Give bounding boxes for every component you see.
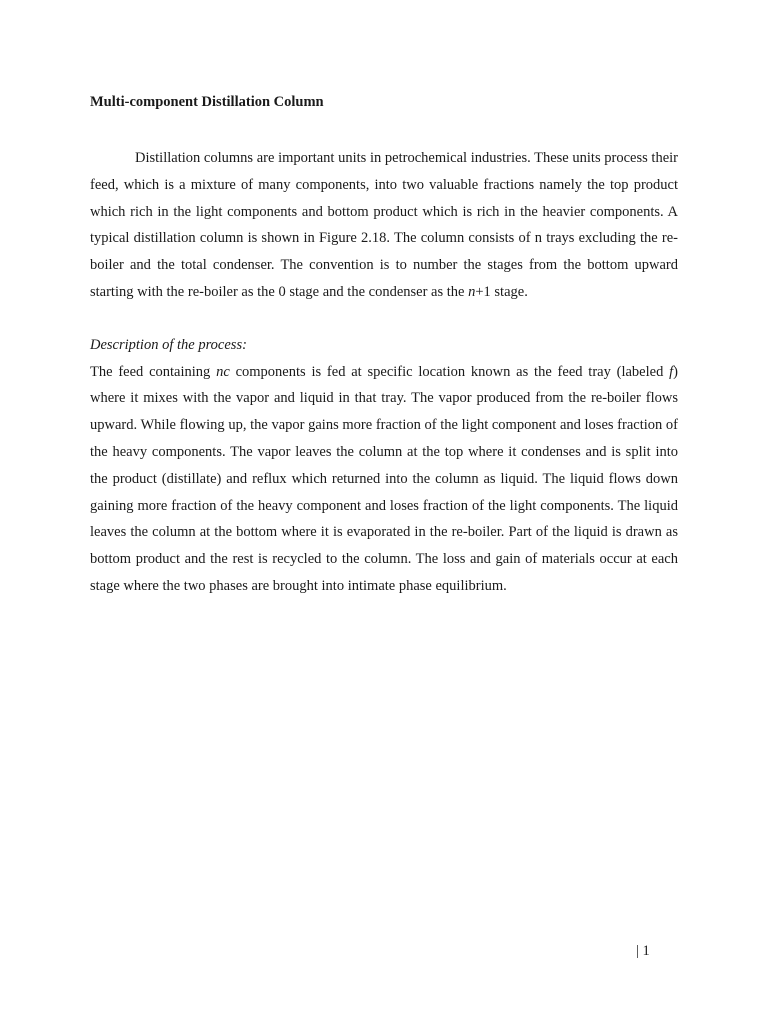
process-text-2: components is fed at specific location known as the feed tray (labeled (229, 363, 670, 380)
intro-text: Distillation columns are important units in petrochemical industries. These units process their feed, which is a mixture of many components, into two valuable fractions namely the top product which rich in the light components and bottom product which is rich in the heavier components. A typical distillation column is shown in Figure 2.18. The column consists of n trays excluding the re-boiler and the total condenser. The convention is to number the stages from the bottom upward starting with the re-boiler as the 0 stage and the condenser as the (90, 150, 678, 300)
process-text-3: ) where it mixes with the vapor and liquid in that tray. The vapor produced from the re-boiler flows upward. While flowing up, the vapor gains more fraction of the light component and loses fraction of the heavy components. The vapor leaves the column at the top where it condenses and is split into the product (distillate) and reflux which returned into the column as liquid. The liquid flows down gaining more fraction of the heavy component and loses fraction of the light components. The liquid leaves the column at the bottom where it is evaporated in the re-boiler. Part of the liquid is drawn as bottom product and the rest is recycled to the column. The loss and gain of materials occur at each stage where the two phases are brought into intimate phase equilibrium. (90, 363, 679, 594)
page-number: | 1 (636, 943, 650, 959)
intro-tail: +1 stage. (475, 283, 528, 300)
process-text-1: The feed containing (90, 363, 217, 380)
intro-paragraph (90, 145, 678, 306)
page-body (90, 92, 678, 600)
process-italic-nc: nc (216, 363, 230, 380)
section-heading: Description of the process: (90, 336, 247, 353)
process-italic-f: f (669, 363, 674, 380)
process-paragraph (90, 359, 678, 600)
document-title: Multi-component Distillation Column (90, 94, 324, 110)
intro-italic-n: n (468, 283, 476, 300)
